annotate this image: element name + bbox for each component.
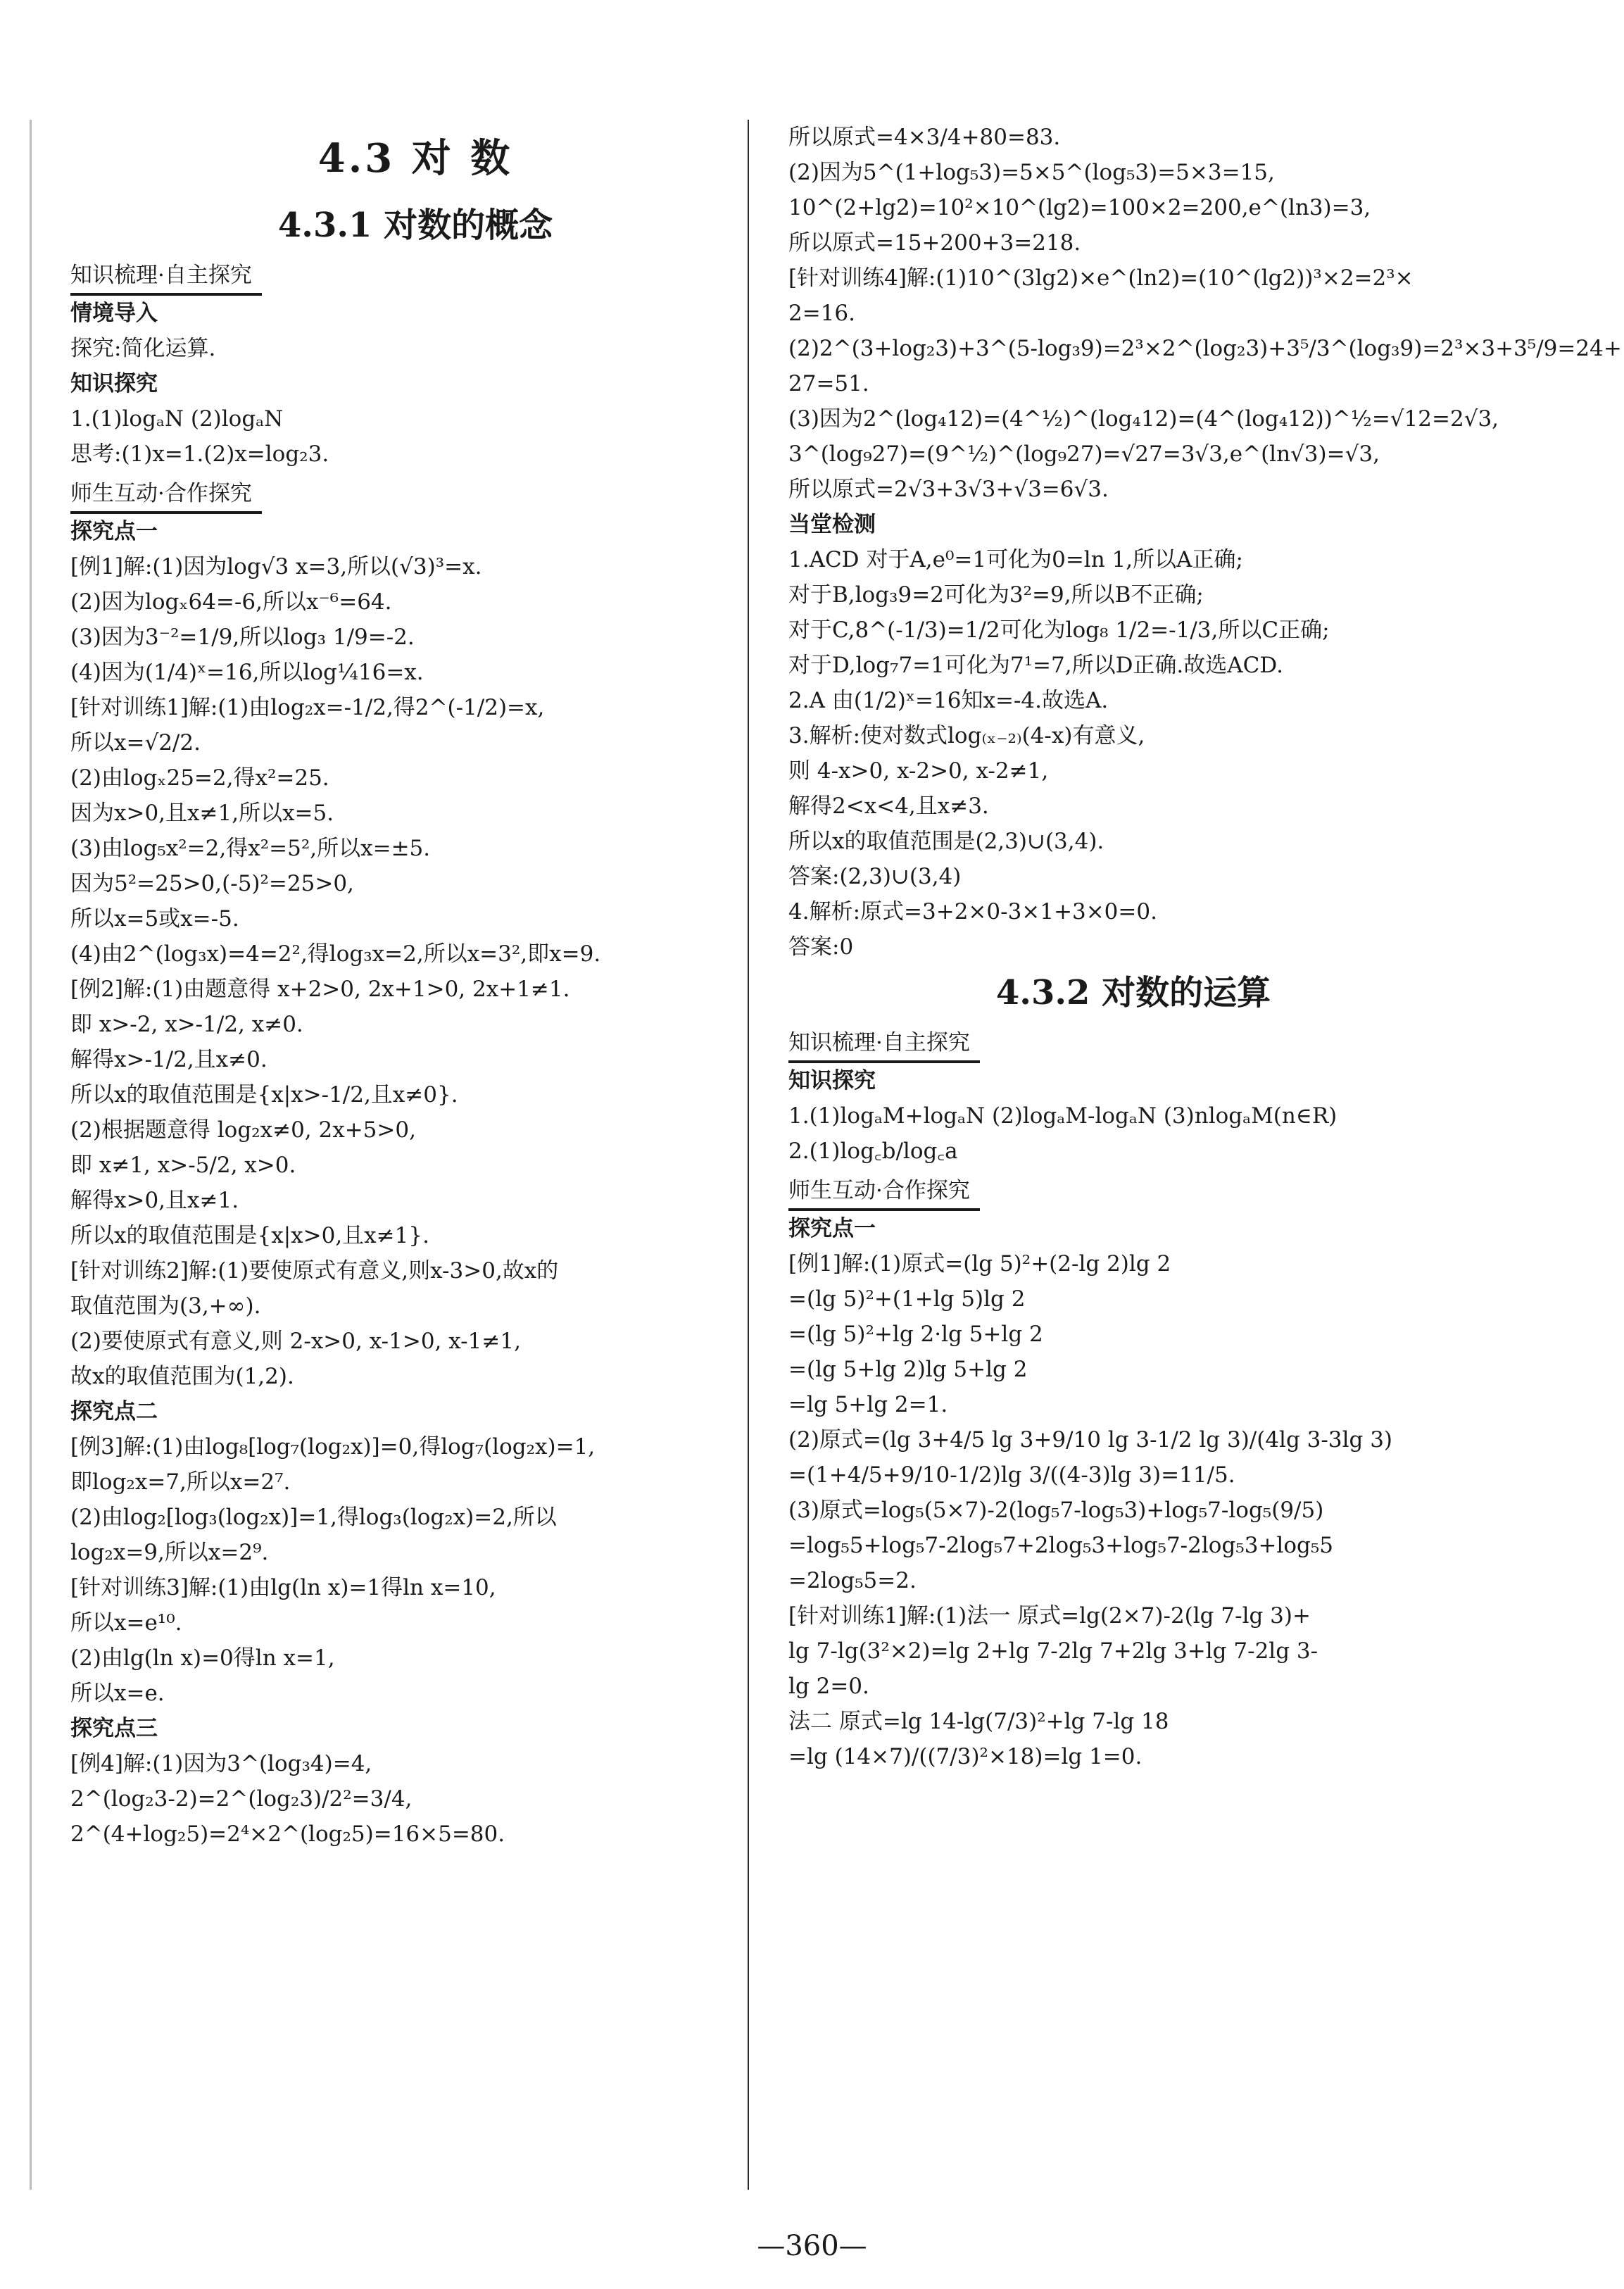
- text-line: [例4]解:(1)因为3^(log₃4)=4,: [70, 1751, 372, 1776]
- text-line: 取值范围为(3,+∞).: [70, 1293, 261, 1319]
- text-line: [例3]解:(1)由log₈[log₇(log₂x)]=0,得log₇(log₂x)=1,: [70, 1434, 596, 1460]
- text-line: (3)由log₅x²=2,得x²=5²,所以x=±5.: [70, 836, 431, 861]
- text-line: 所以原式=15+200+3=218.: [788, 230, 1081, 256]
- text-line: [例1]解:(1)原式=(lg 5)²+(2-lg 2)lg 2: [788, 1251, 1171, 1277]
- section-heading: 探究点一: [70, 519, 158, 544]
- text-line: 因为x>0,且x≠1,所以x=5.: [70, 801, 334, 826]
- text-line: 3^(log₉27)=(9^½)^(log₉27)=√27=3√3,e^(ln√3)=√3,: [788, 441, 1380, 467]
- text-line: 即log₂x=7,所以x=2⁷.: [70, 1469, 291, 1495]
- subsection-title: 4.3.1 对数的概念: [277, 206, 553, 245]
- text-line: 2.A 由(1/2)ˣ=16知x=-4.故选A.: [788, 688, 1109, 713]
- text-line: (2)由lg(ln x)=0得ln x=1,: [70, 1645, 335, 1671]
- text-line: 10^(2+lg2)=10²×10^(lg2)=100×2=200,e^(ln3)=3,: [788, 195, 1371, 220]
- text-line: 对于C,8^(-1/3)=1/2可化为log₈ 1/2=-1/3,所以C正确;: [788, 617, 1330, 643]
- section-banner: 知识梳理·自主探究: [788, 1025, 980, 1063]
- text-line: 2^(4+log₂5)=2⁴×2^(log₂5)=16×5=80.: [70, 1821, 505, 1847]
- text-line: (3)因为3⁻²=1/9,所以log₃ 1/9=-2.: [70, 625, 415, 650]
- text-line: (4)由2^(log₃x)=4=2²,得log₃x=2,所以x=3²,即x=9.: [70, 941, 601, 967]
- text-line: (2)因为5^(1+log₅3)=5×5^(log₅3)=5×3=15,: [788, 160, 1275, 185]
- section-banner: 知识梳理·自主探究: [70, 258, 262, 296]
- text-line: 1.ACD 对于A,e⁰=1可化为0=ln 1,所以A正确;: [788, 547, 1243, 572]
- text-line: (2)根据题意得 log₂x≠0, 2x+5>0,: [70, 1117, 416, 1143]
- text-line: 所以x的取值范围是{x|x>0,且x≠1}.: [70, 1223, 429, 1248]
- text-line: (2)要使原式有意义,则 2-x>0, x-1>0, x-1≠1,: [70, 1329, 521, 1354]
- page-number: —360—: [757, 2230, 867, 2262]
- text-line: 则 4-x>0, x-2>0, x-2≠1,: [788, 758, 1049, 784]
- text-line: =lg (14×7)/((7/3)²×18)=lg 1=0.: [788, 1744, 1143, 1769]
- text-line: (3)因为2^(log₄12)=(4^½)^(log₄12)=(4^(log₄12))^½=√12=2√3,: [788, 406, 1499, 432]
- text-line: log₂x=9,所以x=2⁹.: [70, 1540, 269, 1565]
- left-column: [70, 120, 760, 1852]
- text-line: =(1+4/5+9/10-1/2)lg 3/((4-3)lg 3)=11/5.: [788, 1462, 1235, 1488]
- text-line: 1.(1)logₐN (2)logₐN: [70, 406, 284, 432]
- text-line: (2)原式=(lg 3+4/5 lg 3+9/10 lg 3-1/2 lg 3)/(4lg 3-3lg 3): [788, 1427, 1393, 1453]
- text-line: 所以x=5或x=-5.: [70, 906, 239, 932]
- text-line: 解得x>0,且x≠1.: [70, 1188, 239, 1213]
- text-line: 即 x≠1, x>-5/2, x>0.: [70, 1153, 296, 1178]
- text-line: (2)由logₓ25=2,得x²=25.: [70, 765, 329, 791]
- text-line: (4)因为(1/4)ˣ=16,所以log¼16=x.: [70, 660, 424, 685]
- text-line: 对于D,log₇7=1可化为7¹=7,所以D正确.故选ACD.: [788, 653, 1283, 678]
- text-line: 所以x的取值范围是{x|x>-1/2,且x≠0}.: [70, 1082, 458, 1108]
- text-line: (2)2^(3+log₂3)+3^(5-log₃9)=2³×2^(log₂3)+3⁵/3^(log₃9)=2³×3+3⁵/9=24+: [788, 336, 1622, 361]
- text-line: 所以x=e.: [70, 1681, 165, 1706]
- text-line: [例2]解:(1)由题意得 x+2>0, 2x+1>0, 2x+1≠1.: [70, 977, 570, 1002]
- text-line: =(lg 5)²+lg 2·lg 5+lg 2: [788, 1322, 1043, 1347]
- text-line: =log₅5+log₅7-2log₅7+2log₅3+log₅7-2log₅3+log₅5: [788, 1533, 1334, 1558]
- section-heading: 探究点三: [70, 1716, 158, 1741]
- right-column: [788, 120, 1622, 1774]
- text-line: 探究:简化运算.: [70, 336, 216, 361]
- text-line: [针对训练2]解:(1)要使原式有意义,则x-3>0,故x的: [70, 1258, 559, 1284]
- text-line: =lg 5+lg 2=1.: [788, 1392, 948, 1417]
- text-line: [针对训练1]解:(1)由log₂x=-1/2,得2^(-1/2)=x,: [70, 695, 545, 720]
- text-line: 因为5²=25>0,(-5)²=25>0,: [70, 871, 354, 896]
- text-line: (3)原式=log₅(5×7)-2(log₅7-log₅3)+log₅7-log₅(9/5): [788, 1498, 1324, 1523]
- text-line: [针对训练1]解:(1)法一 原式=lg(2×7)-2(lg 7-lg 3)+: [788, 1603, 1311, 1629]
- text-line: lg 2=0.: [788, 1674, 869, 1699]
- section-heading: 知识探究: [70, 371, 158, 396]
- text-line: lg 7-lg(3²×2)=lg 2+lg 7-2lg 7+2lg 3+lg 7-2lg 3-: [788, 1638, 1318, 1664]
- text-line: 3.解析:使对数式log₍ₓ₋₂₎(4-x)有意义,: [788, 723, 1145, 748]
- text-line: 所以x=√2/2.: [70, 730, 201, 755]
- text-line: 思考:(1)x=1.(2)x=log₂3.: [70, 441, 329, 467]
- text-line: 法二 原式=lg 14-lg(7/3)²+lg 7-lg 18: [788, 1709, 1169, 1734]
- text-line: 2.(1)log꜀b/log꜀a: [788, 1139, 958, 1164]
- text-line: [针对训练3]解:(1)由lg(ln x)=1得ln x=10,: [70, 1575, 496, 1600]
- section-banner: 师生互动·合作探究: [788, 1173, 980, 1211]
- text-line: 27=51.: [788, 371, 869, 396]
- section-heading: 知识探究: [788, 1068, 876, 1093]
- text-line: 1.(1)logₐM+logₐN (2)logₐM-logₐN (3)nlogₐM(n∈R): [788, 1103, 1337, 1129]
- text-line: 所以原式=2√3+3√3+√3=6√3.: [788, 477, 1109, 502]
- text-line: 2=16.: [788, 301, 855, 326]
- text-line: [针对训练4]解:(1)10^(3lg2)×e^(ln2)=(10^(lg2))³×2=2³×: [788, 265, 1414, 291]
- text-line: (2)因为logₓ64=-6,所以x⁻⁶=64.: [70, 589, 392, 615]
- text-line: =(lg 5)²+(1+lg 5)lg 2: [788, 1286, 1026, 1312]
- text-line: 所以x的取值范围是(2,3)∪(3,4).: [788, 829, 1104, 854]
- text-line: 答案:0: [788, 934, 854, 960]
- section-heading: 探究点二: [70, 1399, 158, 1424]
- section-heading: 当堂检测: [788, 512, 876, 537]
- margin-rule: [30, 120, 32, 2190]
- text-line: 4.解析:原式=3+2×0-3×1+3×0=0.: [788, 899, 1157, 924]
- section-title: 4.3 对 数: [317, 135, 513, 182]
- text-line: =(lg 5+lg 2)lg 5+lg 2: [788, 1357, 1028, 1382]
- text-line: 所以x=e¹⁰.: [70, 1610, 182, 1636]
- text-line: 故x的取值范围为(1,2).: [70, 1364, 294, 1389]
- text-line: [例1]解:(1)因为log√3 x=3,所以(√3)³=x.: [70, 554, 482, 579]
- text-line: 答案:(2,3)∪(3,4): [788, 864, 962, 889]
- text-line: 即 x>-2, x>-1/2, x≠0.: [70, 1012, 303, 1037]
- text-line: (2)由log₂[log₃(log₂x)]=1,得log₃(log₂x)=2,所以: [70, 1505, 557, 1530]
- text-line: =2log₅5=2.: [788, 1568, 917, 1593]
- section-heading: 情境导入: [70, 301, 158, 326]
- subsection-title: 4.3.2 对数的运算: [995, 973, 1271, 1012]
- text-line: 解得2<x<4,且x≠3.: [788, 794, 989, 819]
- section-banner: 师生互动·合作探究: [70, 476, 262, 514]
- section-heading: 探究点一: [788, 1216, 876, 1241]
- text-line: 2^(log₂3-2)=2^(log₂3)/2²=3/4,: [70, 1786, 413, 1812]
- text-line: 解得x>-1/2,且x≠0.: [70, 1047, 267, 1072]
- text-line: 所以原式=4×3/4+80=83.: [788, 125, 1061, 150]
- text-line: 对于B,log₃9=2可化为3²=9,所以B不正确;: [788, 582, 1204, 608]
